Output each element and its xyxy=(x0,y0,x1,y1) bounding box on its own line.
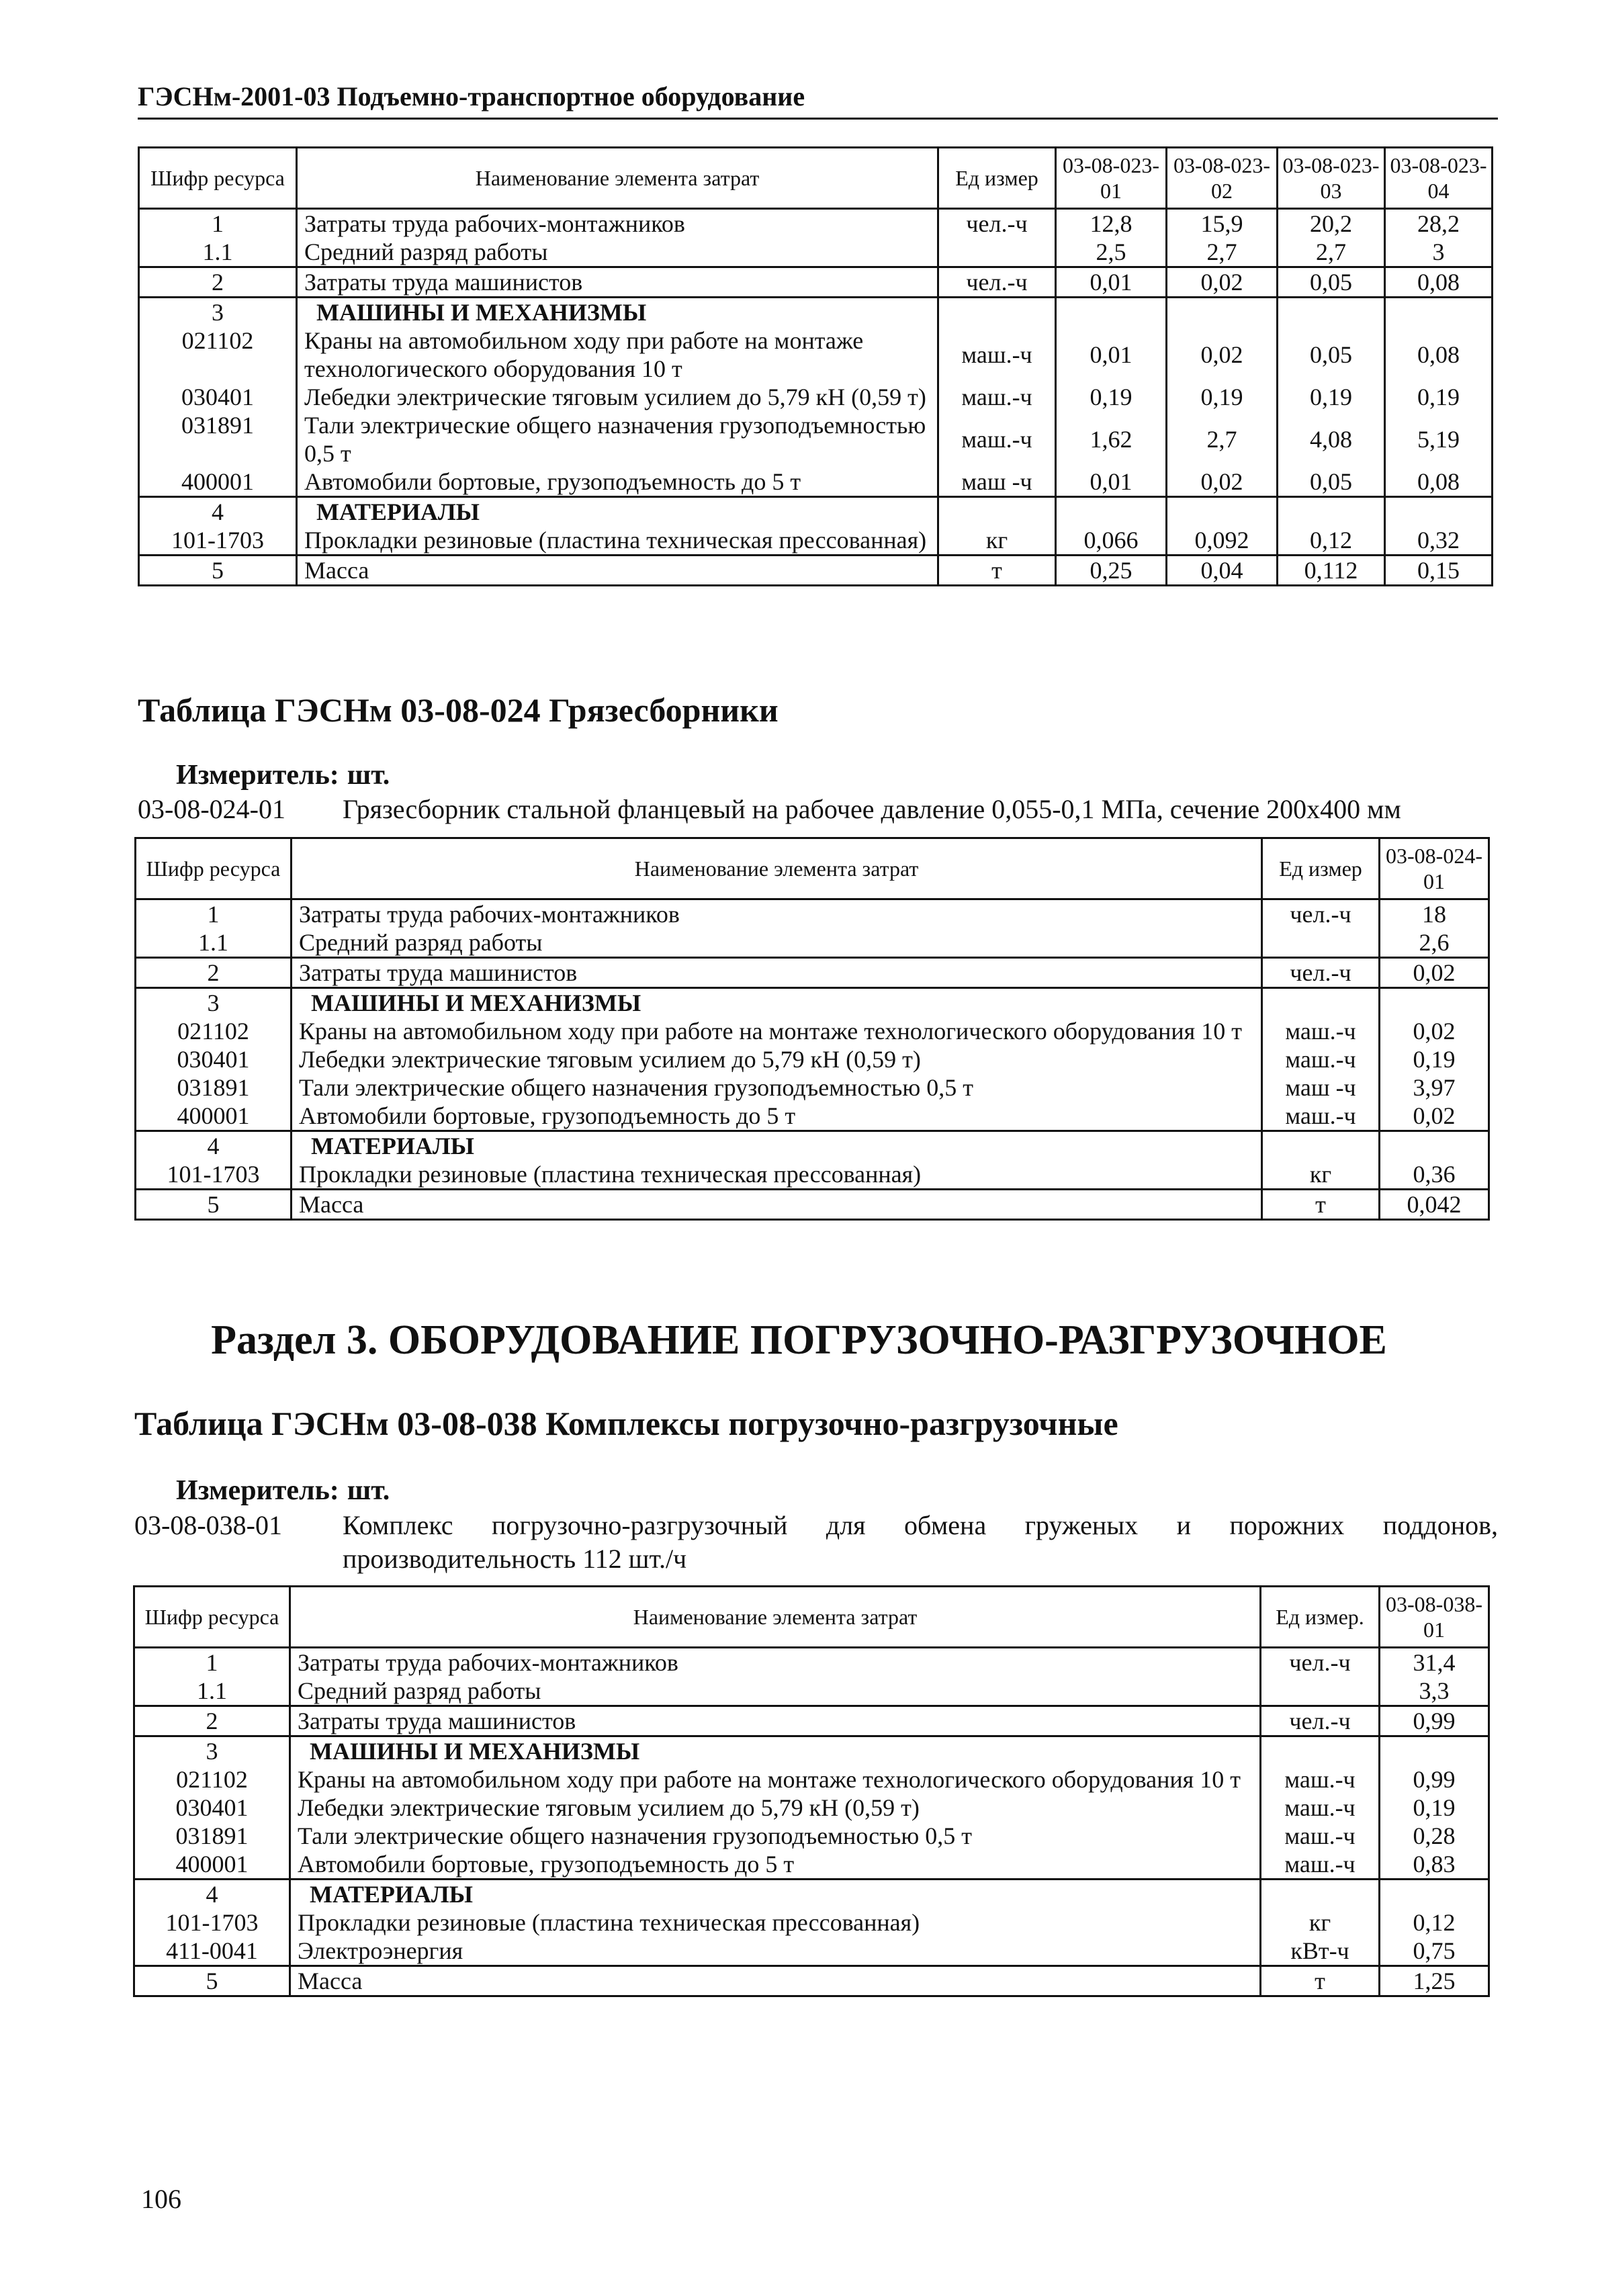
col-header-value: 03-08-023-01 xyxy=(1056,148,1167,209)
table-row xyxy=(136,1073,1489,1102)
col-header-unit: Ед измер. xyxy=(1261,1587,1380,1648)
value-cell: 0,08 xyxy=(1385,267,1493,298)
col-header-value: 03-08-038-01 xyxy=(1380,1587,1489,1648)
value-cell: 0,066 xyxy=(1056,526,1167,556)
unit: т xyxy=(1261,1966,1380,1996)
table-row xyxy=(139,326,1493,383)
cost-element-name: Затраты труда машинистов xyxy=(290,1706,1261,1736)
table-row xyxy=(134,1822,1489,1850)
value-cell: 0,75 xyxy=(1380,1937,1489,1966)
resource-code: 021102 xyxy=(139,326,297,383)
value-cell xyxy=(1167,298,1278,327)
resource-code: 4 xyxy=(134,1880,290,1909)
value-cell: 3,97 xyxy=(1380,1073,1489,1102)
unit: т xyxy=(938,556,1056,586)
col-header-unit: Ед измер xyxy=(938,148,1056,209)
value-cell: 0,19 xyxy=(1380,1045,1489,1073)
resource-code: 101-1703 xyxy=(136,1160,292,1190)
unit: маш -ч xyxy=(1262,1073,1380,1102)
table-row xyxy=(134,1648,1489,1677)
item-code: 03-08-024-01 xyxy=(138,794,285,824)
measure-value: шт. xyxy=(347,1475,390,1506)
unit xyxy=(938,298,1056,327)
running-header: ГЭСНм-2001-03 Подъемно-транспортное оборудование xyxy=(138,81,1498,120)
item-description xyxy=(138,793,1498,826)
unit: чел.-ч xyxy=(938,267,1056,298)
value-cell xyxy=(1380,1131,1489,1161)
value-cell xyxy=(1385,497,1493,527)
value-cell: 2,6 xyxy=(1380,928,1489,958)
table-03-08-023 xyxy=(138,146,1493,586)
unit: маш.-ч xyxy=(1262,1045,1380,1073)
value-cell: 0,99 xyxy=(1380,1706,1489,1736)
value-cell: 0,83 xyxy=(1380,1850,1489,1880)
section-title: Раздел 3. ОБОРУДОВАНИЕ ПОГРУЗОЧНО-РАЗГРУЗОЧНОЕ xyxy=(211,1317,1387,1363)
cost-element-name: Автомобили бортовые, грузоподъемность до 5 т xyxy=(297,468,938,497)
value-cell: 0,01 xyxy=(1056,267,1167,298)
unit: маш.-ч xyxy=(938,383,1056,411)
unit: маш.-ч xyxy=(1261,1794,1380,1822)
unit xyxy=(938,497,1056,527)
value-cell: 3,3 xyxy=(1380,1677,1489,1706)
table-row xyxy=(139,468,1493,497)
cost-element-name: Автомобили бортовые, грузоподъемность до 5 т xyxy=(290,1850,1261,1880)
value-cell: 31,4 xyxy=(1380,1648,1489,1677)
cost-element-name: Прокладки резиновые (пластина техническая прессованная) xyxy=(292,1160,1262,1190)
section-heading: МАТЕРИАЛЫ xyxy=(290,1880,1261,1909)
col-header-unit: Ед измер xyxy=(1262,838,1380,899)
cost-element-name: Затраты труда машинистов xyxy=(297,267,938,298)
value-cell: 0,01 xyxy=(1056,326,1167,383)
cost-element-name: Автомобили бортовые, грузоподъемность до 5 т xyxy=(292,1102,1262,1131)
value-cell: 0,05 xyxy=(1278,267,1385,298)
unit xyxy=(1261,1736,1380,1766)
col-header-code: Шифр ресурса xyxy=(139,148,297,209)
cost-element-name: Прокладки резиновые (пластина техническая прессованная) xyxy=(297,526,938,556)
table-row xyxy=(134,1850,1489,1880)
resource-code: 031891 xyxy=(139,411,297,468)
cost-element-name: Лебедки электрические тяговым усилием до 5,79 кН (0,59 т) xyxy=(290,1794,1261,1822)
unit: чел.-ч xyxy=(938,209,1056,238)
value-cell: 0,19 xyxy=(1278,383,1385,411)
value-cell xyxy=(1278,497,1385,527)
resource-code: 1 xyxy=(136,899,292,929)
value-cell: 12,8 xyxy=(1056,209,1167,238)
value-cell: 0,02 xyxy=(1380,958,1489,988)
unit xyxy=(1261,1880,1380,1909)
measure-label: Измеритель: xyxy=(176,1475,339,1506)
col-header-code: Шифр ресурса xyxy=(136,838,292,899)
unit: чел.-ч xyxy=(1262,958,1380,988)
table-row xyxy=(139,411,1493,468)
value-cell: 0,19 xyxy=(1380,1794,1489,1822)
value-cell: 2,7 xyxy=(1167,411,1278,468)
col-header-name: Наименование элемента затрат xyxy=(292,838,1262,899)
measure-line xyxy=(176,1474,390,1507)
unit xyxy=(1262,1131,1380,1161)
value-cell: 0,02 xyxy=(1167,326,1278,383)
table-03-08-038 xyxy=(133,1585,1490,1997)
value-cell: 2,7 xyxy=(1278,238,1385,267)
measure-label: Измеритель: xyxy=(176,760,339,791)
table-row xyxy=(136,958,1489,988)
measure-value: шт. xyxy=(347,760,390,791)
resource-code: 400001 xyxy=(134,1850,290,1880)
unit: чел.-ч xyxy=(1261,1648,1380,1677)
table-row xyxy=(136,1102,1489,1131)
cost-element-name: Тали электрические общего назначения грузоподъемностью 0,5 т xyxy=(292,1073,1262,1102)
value-cell xyxy=(1385,298,1493,327)
resource-code: 030401 xyxy=(134,1794,290,1822)
value-cell xyxy=(1056,298,1167,327)
unit xyxy=(938,238,1056,267)
value-cell: 0,25 xyxy=(1056,556,1167,586)
section-heading: МАШИНЫ И МЕХАНИЗМЫ xyxy=(290,1736,1261,1766)
table-row xyxy=(139,298,1493,327)
value-cell: 0,36 xyxy=(1380,1160,1489,1190)
resource-code: 2 xyxy=(134,1706,290,1736)
table-row xyxy=(134,1966,1489,1996)
unit: кг xyxy=(1261,1908,1380,1937)
table-03-08-024 xyxy=(134,837,1490,1221)
table-row xyxy=(136,988,1489,1018)
value-cell: 3 xyxy=(1385,238,1493,267)
table-row xyxy=(134,1794,1489,1822)
value-cell: 28,2 xyxy=(1385,209,1493,238)
value-cell: 0,092 xyxy=(1167,526,1278,556)
value-cell: 15,9 xyxy=(1167,209,1278,238)
cost-element-name: Средний разряд работы xyxy=(292,928,1262,958)
table-row xyxy=(134,1706,1489,1736)
col-header-name: Наименование элемента затрат xyxy=(290,1587,1261,1648)
page-number: 106 xyxy=(141,2184,181,2214)
resource-code: 5 xyxy=(134,1966,290,1996)
unit: кг xyxy=(1262,1160,1380,1190)
unit: т xyxy=(1262,1190,1380,1220)
table-row xyxy=(139,556,1493,586)
unit: маш.-ч xyxy=(1262,1017,1380,1045)
value-cell: 0,15 xyxy=(1385,556,1493,586)
resource-code: 3 xyxy=(136,988,292,1018)
resource-code: 4 xyxy=(139,497,297,527)
resource-code: 1 xyxy=(134,1648,290,1677)
value-cell: 1,25 xyxy=(1380,1966,1489,1996)
item-description xyxy=(134,1509,1498,1576)
table-row xyxy=(139,238,1493,267)
col-header-value: 03-08-023-03 xyxy=(1278,148,1385,209)
cost-element-name: Тали электрические общего назначения грузоподъемностью 0,5 т xyxy=(297,411,938,468)
resource-code: 5 xyxy=(139,556,297,586)
unit: кг xyxy=(938,526,1056,556)
value-cell: 0,19 xyxy=(1056,383,1167,411)
cost-element-name: Затраты труда рабочих-монтажников xyxy=(290,1648,1261,1677)
table-row xyxy=(136,1131,1489,1161)
value-cell: 0,08 xyxy=(1385,326,1493,383)
resource-code: 400001 xyxy=(139,468,297,497)
resource-code: 1.1 xyxy=(139,238,297,267)
cost-element-name: Средний разряд работы xyxy=(290,1677,1261,1706)
table-row xyxy=(134,1765,1489,1794)
value-cell: 0,32 xyxy=(1385,526,1493,556)
value-cell: 1,62 xyxy=(1056,411,1167,468)
value-cell: 0,12 xyxy=(1278,526,1385,556)
unit: маш.-ч xyxy=(938,411,1056,468)
unit: маш.-ч xyxy=(1262,1102,1380,1131)
resource-code: 1 xyxy=(139,209,297,238)
unit: маш.-ч xyxy=(938,326,1056,383)
table-row xyxy=(136,899,1489,929)
col-header-name: Наименование элемента затрат xyxy=(297,148,938,209)
resource-code: 021102 xyxy=(134,1765,290,1794)
cost-element-name: Краны на автомобильном ходу при работе на монтаже технологического оборудования 10 т xyxy=(290,1765,1261,1794)
value-cell: 0,04 xyxy=(1167,556,1278,586)
value-cell xyxy=(1278,298,1385,327)
value-cell xyxy=(1167,497,1278,527)
value-cell: 18 xyxy=(1380,899,1489,929)
table-row xyxy=(136,1160,1489,1190)
table-title: Таблица ГЭСНм 03-08-024 Грязесборники xyxy=(138,691,779,729)
value-cell: 0,042 xyxy=(1380,1190,1489,1220)
table-row xyxy=(134,1677,1489,1706)
value-cell: 0,01 xyxy=(1056,468,1167,497)
cost-element-name: Лебедки электрические тяговым усилием до 5,79 кН (0,59 т) xyxy=(292,1045,1262,1073)
cost-element-name: Тали электрические общего назначения грузоподъемностью 0,5 т xyxy=(290,1822,1261,1850)
value-cell: 0,02 xyxy=(1380,1102,1489,1131)
table-row xyxy=(134,1880,1489,1909)
cost-element-name: Затраты труда рабочих-монтажников xyxy=(297,209,938,238)
resource-code: 030401 xyxy=(139,383,297,411)
value-cell: 2,5 xyxy=(1056,238,1167,267)
cost-element-name: Краны на автомобильном ходу при работе на монтаже технологического оборудования 10 т xyxy=(292,1017,1262,1045)
item-text: Комплекс погрузочно-разгрузочный для обмена груженых и порожних поддонов, производительность 112 шт./ч xyxy=(343,1510,1498,1574)
item-text: Грязесборник стальной фланцевый на рабочее давление 0,055-0,1 МПа, сечение 200х400 мм xyxy=(343,794,1401,824)
table-row xyxy=(139,497,1493,527)
value-cell: 0,08 xyxy=(1385,468,1493,497)
value-cell: 0,02 xyxy=(1380,1017,1489,1045)
unit xyxy=(1261,1677,1380,1706)
measure-line xyxy=(176,759,390,791)
value-cell: 2,7 xyxy=(1167,238,1278,267)
section-heading: МАШИНЫ И МЕХАНИЗМЫ xyxy=(297,298,938,327)
resource-code: 411-0041 xyxy=(134,1937,290,1966)
value-cell: 0,05 xyxy=(1278,326,1385,383)
resource-code: 2 xyxy=(136,958,292,988)
unit xyxy=(1262,988,1380,1018)
resource-code: 3 xyxy=(134,1736,290,1766)
value-cell xyxy=(1380,1880,1489,1909)
resource-code: 4 xyxy=(136,1131,292,1161)
table-title: Таблица ГЭСНм 03-08-038 Комплексы погрузочно-разгрузочные xyxy=(134,1405,1118,1442)
cost-element-name: Затраты труда машинистов xyxy=(292,958,1262,988)
value-cell xyxy=(1380,1736,1489,1766)
section-heading: МАТЕРИАЛЫ xyxy=(297,497,938,527)
cost-element-name: Краны на автомобильном ходу при работе на монтаже технологического оборудования 10 т xyxy=(297,326,938,383)
cost-element-name: Масса xyxy=(292,1190,1262,1220)
value-cell xyxy=(1056,497,1167,527)
cost-element-name: Масса xyxy=(290,1966,1261,1996)
value-cell: 0,02 xyxy=(1167,468,1278,497)
value-cell: 5,19 xyxy=(1385,411,1493,468)
section-heading: МАШИНЫ И МЕХАНИЗМЫ xyxy=(292,988,1262,1018)
resource-code: 021102 xyxy=(136,1017,292,1045)
table-row xyxy=(139,267,1493,298)
value-cell: 4,08 xyxy=(1278,411,1385,468)
unit: чел.-ч xyxy=(1261,1706,1380,1736)
resource-code: 031891 xyxy=(136,1073,292,1102)
table-row xyxy=(139,209,1493,238)
resource-code: 400001 xyxy=(136,1102,292,1131)
table-row xyxy=(134,1736,1489,1766)
resource-code: 1.1 xyxy=(136,928,292,958)
value-cell: 0,05 xyxy=(1278,468,1385,497)
resource-code: 3 xyxy=(139,298,297,327)
item-code: 03-08-038-01 xyxy=(134,1510,282,1540)
resource-code: 031891 xyxy=(134,1822,290,1850)
unit: чел.-ч xyxy=(1262,899,1380,929)
section-heading: МАТЕРИАЛЫ xyxy=(292,1131,1262,1161)
unit: маш.-ч xyxy=(1261,1765,1380,1794)
unit: маш -ч xyxy=(938,468,1056,497)
value-cell: 0,99 xyxy=(1380,1765,1489,1794)
resource-code: 5 xyxy=(136,1190,292,1220)
value-cell: 0,12 xyxy=(1380,1908,1489,1937)
col-header-value: 03-08-023-04 xyxy=(1385,148,1493,209)
cost-element-name: Прокладки резиновые (пластина техническая прессованная) xyxy=(290,1908,1261,1937)
cost-element-name: Электроэнергия xyxy=(290,1937,1261,1966)
value-cell xyxy=(1380,988,1489,1018)
unit: маш.-ч xyxy=(1261,1822,1380,1850)
resource-code: 101-1703 xyxy=(134,1908,290,1937)
table-row xyxy=(136,1190,1489,1220)
resource-code: 101-1703 xyxy=(139,526,297,556)
table-row xyxy=(134,1937,1489,1966)
value-cell: 0,19 xyxy=(1167,383,1278,411)
value-cell: 20,2 xyxy=(1278,209,1385,238)
value-cell: 0,19 xyxy=(1385,383,1493,411)
cost-element-name: Масса xyxy=(297,556,938,586)
resource-code: 030401 xyxy=(136,1045,292,1073)
table-row xyxy=(136,1045,1489,1073)
unit: кВт-ч xyxy=(1261,1937,1380,1966)
resource-code: 2 xyxy=(139,267,297,298)
unit: маш.-ч xyxy=(1261,1850,1380,1880)
table-row xyxy=(136,928,1489,958)
cost-element-name: Затраты труда рабочих-монтажников xyxy=(292,899,1262,929)
col-header-value: 03-08-023-02 xyxy=(1167,148,1278,209)
value-cell: 0,02 xyxy=(1167,267,1278,298)
value-cell: 0,112 xyxy=(1278,556,1385,586)
table-row xyxy=(136,1017,1489,1045)
value-cell: 0,28 xyxy=(1380,1822,1489,1850)
col-header-value: 03-08-024-01 xyxy=(1380,838,1489,899)
cost-element-name: Лебедки электрические тяговым усилием до 5,79 кН (0,59 т) xyxy=(297,383,938,411)
table-row xyxy=(139,383,1493,411)
cost-element-name: Средний разряд работы xyxy=(297,238,938,267)
col-header-code: Шифр ресурса xyxy=(134,1587,290,1648)
unit xyxy=(1262,928,1380,958)
table-row xyxy=(134,1908,1489,1937)
table-row xyxy=(139,526,1493,556)
resource-code: 1.1 xyxy=(134,1677,290,1706)
